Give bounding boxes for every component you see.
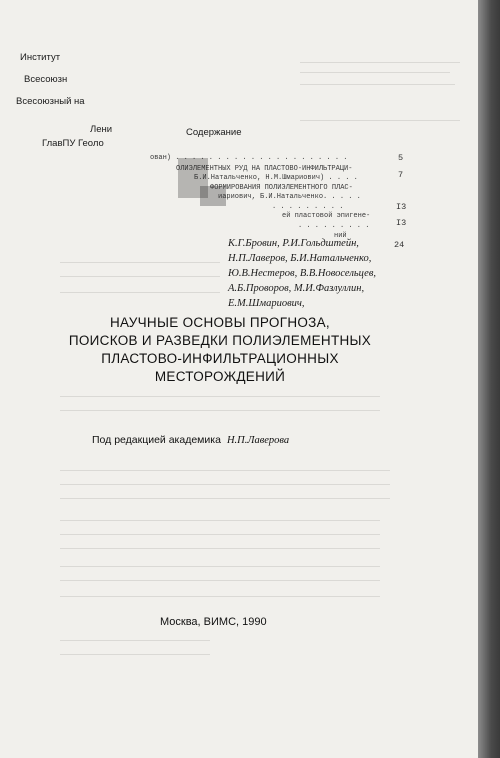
- show-through-line: [60, 410, 380, 411]
- institution-line: ГлавПУ Геоло: [42, 138, 104, 149]
- title-line: ПОИСКОВ И РАЗВЕДКИ ПОЛИЭЛЕМЕНТНЫХ: [68, 333, 372, 348]
- show-through-line: [60, 548, 380, 549]
- show-through-line: [60, 534, 380, 535]
- editor-line: [92, 434, 289, 446]
- institution-line: Всесоюзный на: [16, 96, 85, 107]
- institution-line: Институт: [20, 52, 61, 63]
- contents-entry: ей пластовой эпигене-: [282, 212, 371, 220]
- contents-entry: . . . . . . . . .: [298, 222, 370, 230]
- show-through-line: [60, 396, 380, 397]
- authors-block: [228, 236, 408, 311]
- contents-entry: иариович, Б.И.Натальченко. . . . .: [218, 193, 361, 201]
- authors-line: А.Б.Проворов, М.И.Фазлуллин,: [228, 283, 365, 294]
- contents-page-number: 5: [398, 153, 404, 163]
- editor-label: Под редакцией академика: [92, 434, 221, 446]
- contents-entry: ован) . . . . . . . . . . . . . . . . . . . . .: [150, 154, 348, 162]
- show-through-line: [300, 84, 455, 85]
- show-through-line: [300, 120, 460, 121]
- show-through-line: [60, 262, 220, 263]
- imprint: Москва, ВИМС, 1990: [160, 616, 267, 628]
- authors-line: Н.П.Лаверов, Б.И.Натальченко,: [228, 253, 372, 264]
- authors-line: Ю.В.Нестеров, В.В.Новосельцев,: [228, 268, 377, 279]
- show-through-line: [60, 470, 390, 471]
- contents-entry: ФОРМИРОВАНИЯ ПОЛИЭЛЕМЕНТНОГО ПЛАС-: [210, 184, 353, 192]
- authors-line: К.Г.Бровин, Р.И.Гольдштейн,: [228, 238, 359, 249]
- show-through-line: [60, 276, 220, 277]
- show-through-line: [60, 292, 220, 293]
- show-through-line: [60, 520, 380, 521]
- scan-smudge: [200, 186, 226, 206]
- institution-line: Всесоюзн: [24, 74, 68, 85]
- title-line: ПЛАСТОВО-ИНФИЛЬТРАЦИОННЫХ: [101, 351, 339, 366]
- show-through-line: [60, 596, 380, 597]
- show-through-line: [60, 654, 210, 655]
- show-through-line: [60, 498, 390, 499]
- scan-edge-shadow: [478, 0, 500, 758]
- authors-line: Е.М.Шмариович,: [228, 298, 305, 309]
- contents-page-number: I3: [396, 202, 407, 212]
- title-line: НАУЧНЫЕ ОСНОВЫ ПРОГНОЗА,: [110, 315, 330, 330]
- show-through-line: [60, 640, 210, 641]
- title-line: МЕСТОРОЖДЕНИЙ: [154, 369, 286, 384]
- contents-heading: Содержание: [186, 127, 242, 138]
- contents-entry: . . . . . . . . .: [272, 203, 344, 211]
- contents-entry: ОЛИЭЛЕМЕНТНЫХ РУД НА ПЛАСТОВО-ИНФИЛЬТРАЦИ-: [176, 165, 353, 173]
- contents-page-number: 24: [394, 240, 405, 250]
- show-through-line: [300, 72, 450, 73]
- show-through-line: [60, 566, 380, 567]
- contents-entry: ний: [334, 232, 347, 240]
- contents-entry: Б.И.Натальченко, Н.М.Шмариович) . . . .: [194, 174, 358, 182]
- contents-page-number: I3: [396, 218, 407, 228]
- institution-line: Лени: [90, 124, 113, 135]
- show-through-line: [60, 580, 380, 581]
- show-through-line: [60, 484, 390, 485]
- show-through-line: [300, 62, 460, 63]
- book-title: [30, 314, 410, 386]
- contents-page-number: 7: [398, 170, 404, 180]
- editor-name: Н.П.Лаверова: [226, 435, 290, 446]
